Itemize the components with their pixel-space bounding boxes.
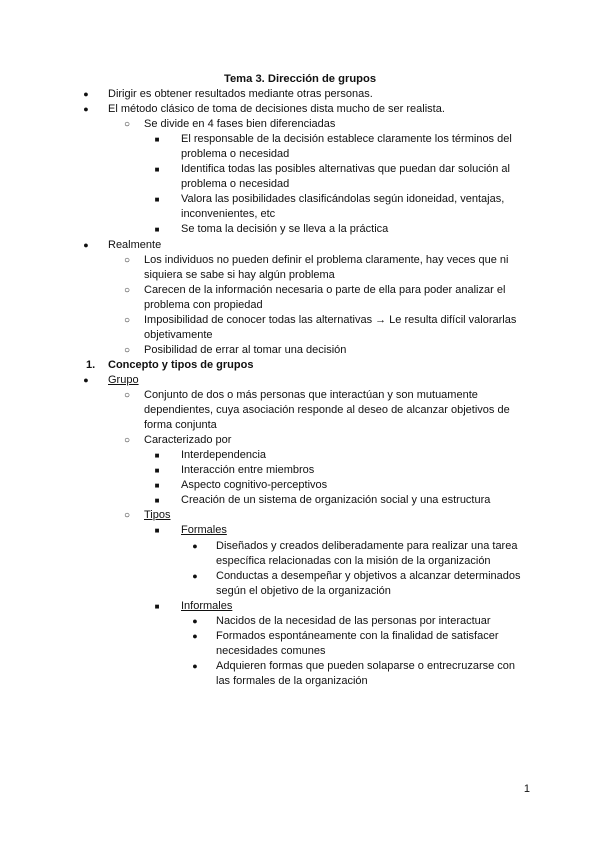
phase-item: Se toma la decisión y se lleva a la práctica — [181, 223, 389, 236]
realmente-item: problema con propiedad — [144, 298, 263, 311]
bullet-icon: ● — [83, 104, 89, 115]
bullet-icon: ● — [192, 630, 198, 641]
intro-item: El método clásico de toma de decisiones dista mucho de ser realista. — [108, 103, 445, 116]
characteristic-item: Interacción entre miembros — [181, 464, 315, 477]
phase-item: problema o necesidad — [181, 148, 290, 161]
grupo-definition: forma conjunta — [144, 419, 217, 432]
phase-item: inconvenientes, etc — [181, 208, 276, 221]
tipos-label: Tipos — [144, 509, 171, 522]
realmente-item: Los individuos no pueden definir el problema claramente, hay veces que ni — [144, 253, 509, 266]
characteristic-item: Creación de un sistema de organización social y una estructura — [181, 494, 491, 507]
circle-bullet-icon: ○ — [123, 344, 131, 356]
intro-item: Dirigir es obtener resultados mediante otras personas. — [108, 88, 373, 100]
square-bullet-icon: ■ — [154, 496, 160, 506]
circle-bullet-icon: ○ — [123, 390, 131, 401]
circle-bullet-icon: ○ — [123, 284, 131, 296]
phase-item: El responsable de la decisión establece claramente los términos del — [181, 133, 512, 146]
bullet-icon: ● — [83, 239, 89, 250]
square-bullet-icon: ■ — [154, 195, 160, 205]
square-bullet-icon: ■ — [154, 165, 160, 175]
grupo-definition: dependientes, cuya asociación responde al deseo de alcanzar objetivos de — [144, 404, 510, 417]
bullet-icon: ● — [83, 374, 89, 385]
phase-item: Valora las posibilidades clasificándolas según idoneidad, ventajas, — [181, 193, 505, 206]
grupo-label: Grupo — [108, 373, 139, 386]
square-bullet-icon: ■ — [154, 601, 160, 611]
informales-item: las formales de la organización — [216, 674, 368, 687]
formales-item: específica relacionadas con la misión de la organización — [216, 554, 491, 567]
informales-item: Formados espontáneamente con la finalidad de satisfacer — [216, 629, 499, 642]
formales-label: Formales — [181, 524, 227, 537]
realmente-label: Realmente — [108, 238, 162, 251]
square-bullet-icon: ■ — [154, 466, 160, 476]
bullet-icon: ● — [192, 615, 198, 626]
characteristic-item: Aspecto cognitivo-perceptivos — [181, 479, 328, 492]
realmente-item: Carecen de la información necesaria o parte de ella para poder analizar el — [144, 283, 506, 296]
realmente-item: Imposibilidad de conocer todas las alternativas → Le resulta difícil valorarlas — [144, 313, 517, 326]
phase-item: problema o necesidad — [181, 178, 290, 191]
realmente-item: siquiera se sabe si hay algún problema — [144, 268, 335, 281]
circle-bullet-icon: ○ — [123, 119, 131, 131]
informales-item: Adquieren formas que pueden solaparse o entrecruzarse con — [216, 659, 516, 672]
square-bullet-icon: ■ — [154, 481, 160, 491]
section-number: 1. — [86, 358, 96, 371]
square-bullet-icon: ■ — [154, 526, 160, 536]
circle-bullet-icon: ○ — [123, 314, 131, 326]
characteristic-item: Interdependencia — [181, 449, 267, 462]
formales-item: Diseñados y creados deliberadamente para realizar una tarea — [216, 539, 518, 552]
grupo-definition: Conjunto de dos o más personas que interactúan y son mutuamente — [144, 389, 478, 401]
formales-item: Conductas a desempeñar y objetivos a alcanzar determinados — [216, 569, 521, 582]
informales-item: necesidades comunes — [216, 644, 326, 657]
informales-label: Informales — [181, 599, 233, 612]
informales-item: Nacidos de la necesidad de las personas por interactuar — [216, 614, 491, 627]
bullet-icon: ● — [192, 570, 198, 581]
characterized-label: Caracterizado por — [144, 434, 232, 447]
square-bullet-icon: ■ — [154, 135, 160, 145]
formales-item: según el objetivo de la organización — [216, 584, 391, 597]
circle-bullet-icon: ○ — [123, 435, 131, 447]
phase-item: Identifica todas las posibles alternativas que puedan dar solución al — [181, 163, 510, 176]
square-bullet-icon: ■ — [154, 451, 160, 461]
phases-label: Se divide en 4 fases bien diferenciadas — [144, 118, 336, 131]
bullet-icon: ● — [83, 89, 89, 99]
document-title: Tema 3. Dirección de grupos — [223, 73, 377, 85]
bullet-icon: ● — [192, 540, 198, 551]
square-bullet-icon: ■ — [154, 225, 160, 235]
page-number: 1 — [523, 783, 530, 795]
bullet-icon: ● — [192, 660, 198, 671]
section-heading: Concepto y tipos de grupos — [108, 358, 254, 371]
circle-bullet-icon: ○ — [123, 510, 131, 522]
realmente-item: Posibilidad de errar al tomar una decisión — [144, 343, 347, 356]
circle-bullet-icon: ○ — [123, 254, 131, 266]
realmente-item: objetivamente — [144, 328, 213, 341]
